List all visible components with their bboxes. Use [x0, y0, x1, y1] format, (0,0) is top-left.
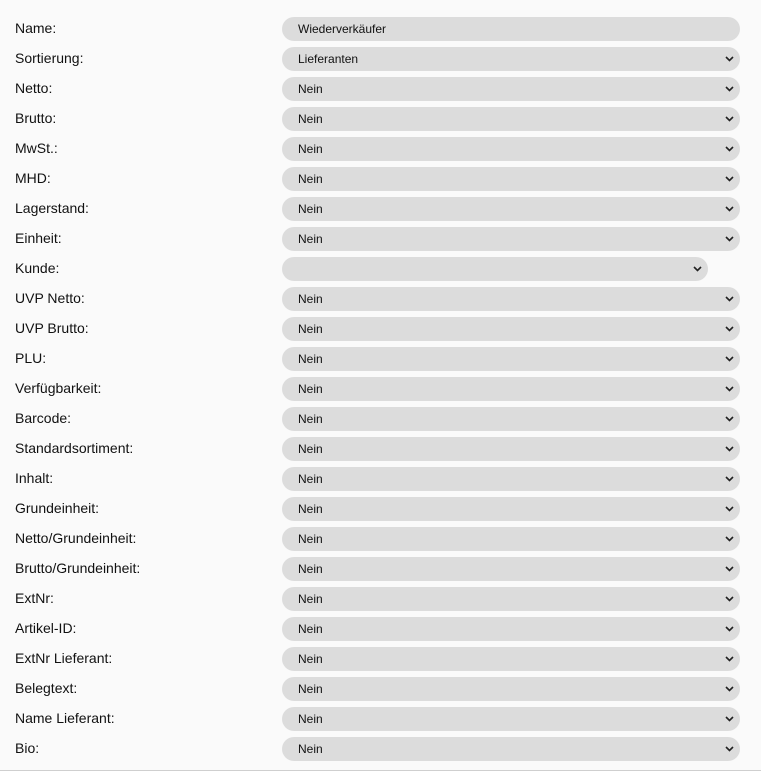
- lagerstand-label: Lagerstand:: [15, 200, 89, 216]
- inhalt-value: Nein: [298, 472, 323, 486]
- bio-value: Nein: [298, 742, 323, 756]
- form-row-mhd: [0, 163, 761, 193]
- form-row-extnr-lieferant: [0, 643, 761, 673]
- brutto-value: Nein: [298, 112, 323, 126]
- belegtext-select[interactable]: [282, 677, 740, 701]
- chevron-down-icon: [724, 587, 734, 611]
- chevron-down-icon: [724, 197, 734, 221]
- artikel-id-value: Nein: [298, 622, 323, 636]
- chevron-down-icon: [724, 617, 734, 641]
- standardsortiment-label: Standardsortiment:: [15, 440, 134, 456]
- chevron-down-icon: [724, 497, 734, 521]
- belegtext-label: Belegtext:: [15, 680, 78, 696]
- name-value: Wiederverkäufer: [298, 22, 387, 36]
- form-row-uvp-netto: [0, 283, 761, 313]
- mwst-value: Nein: [298, 142, 323, 156]
- uvp-netto-label: UVP Netto:: [15, 290, 85, 306]
- sortierung-value: Lieferanten: [298, 52, 359, 66]
- grundeinheit-label: Grundeinheit:: [15, 500, 100, 516]
- kunde-label: Kunde:: [15, 260, 60, 276]
- chevron-down-icon: [724, 707, 734, 731]
- netto-value: Nein: [298, 82, 323, 96]
- uvp-brutto-select[interactable]: [282, 317, 740, 341]
- form-row-netto-grundeinheit: [0, 523, 761, 553]
- form-row-uvp-brutto: [0, 313, 761, 343]
- chevron-down-icon: [724, 317, 734, 341]
- netto-grundeinheit-label: Netto/Grundeinheit:: [15, 530, 137, 546]
- form-row-standardsortiment: [0, 433, 761, 463]
- chevron-down-icon: [724, 647, 734, 671]
- einheit-value: Nein: [298, 232, 323, 246]
- artikel-id-select[interactable]: [282, 617, 740, 641]
- chevron-down-icon: [724, 287, 734, 311]
- chevron-down-icon: [724, 557, 734, 581]
- kunde-select[interactable]: [282, 257, 708, 281]
- name-input[interactable]: [282, 17, 740, 41]
- plu-select[interactable]: [282, 347, 740, 371]
- netto-grundeinheit-select[interactable]: [282, 527, 740, 551]
- extnr-lieferant-value: Nein: [298, 652, 323, 666]
- chevron-down-icon: [724, 377, 734, 401]
- extnr-select[interactable]: [282, 587, 740, 611]
- brutto-grundeinheit-label: Brutto/Grundeinheit:: [15, 560, 141, 576]
- form-row-name-lieferant: [0, 703, 761, 733]
- form-row-brutto: [0, 103, 761, 133]
- inhalt-label: Inhalt:: [15, 470, 54, 486]
- chevron-down-icon: [724, 467, 734, 491]
- chevron-down-icon: [692, 257, 702, 281]
- grundeinheit-select[interactable]: [282, 497, 740, 521]
- form-row-bio: [0, 733, 761, 763]
- form-row-sortierung: [0, 43, 761, 73]
- form-row-brutto-grundeinheit: [0, 553, 761, 583]
- name-lieferant-label: Name Lieferant:: [15, 710, 115, 726]
- netto-label: Netto:: [15, 80, 53, 96]
- barcode-label: Barcode:: [15, 410, 72, 426]
- uvp-brutto-label: UVP Brutto:: [15, 320, 89, 336]
- grundeinheit-value: Nein: [298, 502, 323, 516]
- name-label: Name:: [15, 20, 57, 36]
- form-row-name: [0, 13, 761, 43]
- name-lieferant-value: Nein: [298, 712, 323, 726]
- form-row-artikel-id: [0, 613, 761, 643]
- verfuegbarkeit-value: Nein: [298, 382, 323, 396]
- netto-select[interactable]: [282, 77, 740, 101]
- einheit-label: Einheit:: [15, 230, 62, 246]
- verfuegbarkeit-select[interactable]: [282, 377, 740, 401]
- form-row-kunde: [0, 253, 761, 283]
- mhd-label: MHD:: [15, 170, 51, 186]
- uvp-netto-value: Nein: [298, 292, 323, 306]
- extnr-lieferant-label: ExtNr Lieferant:: [15, 650, 113, 666]
- chevron-down-icon: [724, 347, 734, 371]
- form-row-extnr: [0, 583, 761, 613]
- barcode-value: Nein: [298, 412, 323, 426]
- chevron-down-icon: [724, 677, 734, 701]
- mhd-value: Nein: [298, 172, 323, 186]
- form-row-grundeinheit: [0, 493, 761, 523]
- verfuegbarkeit-label: Verfügbarkeit:: [15, 380, 102, 396]
- chevron-down-icon: [724, 137, 734, 161]
- artikel-id-label: Artikel-ID:: [15, 620, 77, 636]
- mwst-label: MwSt.:: [15, 140, 58, 156]
- barcode-select[interactable]: [282, 407, 740, 431]
- lagerstand-select[interactable]: [282, 197, 740, 221]
- name-lieferant-select[interactable]: [282, 707, 740, 731]
- belegtext-value: Nein: [298, 682, 323, 696]
- form-row-einheit: [0, 223, 761, 253]
- sortierung-label: Sortierung:: [15, 50, 84, 66]
- chevron-down-icon: [724, 227, 734, 251]
- uvp-brutto-value: Nein: [298, 322, 323, 336]
- chevron-down-icon: [724, 737, 734, 761]
- form-row-lagerstand: [0, 193, 761, 223]
- standardsortiment-value: Nein: [298, 442, 323, 456]
- form-row-barcode: [0, 403, 761, 433]
- extnr-value: Nein: [298, 592, 323, 606]
- chevron-down-icon: [724, 437, 734, 461]
- sortierung-select[interactable]: [282, 47, 740, 71]
- extnr-lieferant-select[interactable]: [282, 647, 740, 671]
- standardsortiment-select[interactable]: [282, 437, 740, 461]
- bio-select[interactable]: [282, 737, 740, 761]
- form-row-verfuegbarkeit: [0, 373, 761, 403]
- mhd-select[interactable]: [282, 167, 740, 191]
- uvp-netto-select[interactable]: [282, 287, 740, 311]
- chevron-down-icon: [724, 527, 734, 551]
- einheit-select[interactable]: [282, 227, 740, 251]
- form-row-mwst: [0, 133, 761, 163]
- brutto-label: Brutto:: [15, 110, 57, 126]
- chevron-down-icon: [724, 47, 734, 71]
- form-row-inhalt: [0, 463, 761, 493]
- bio-label: Bio:: [15, 740, 40, 756]
- chevron-down-icon: [724, 407, 734, 431]
- form-row-plu: [0, 343, 761, 373]
- inhalt-select[interactable]: [282, 467, 740, 491]
- form-row-netto: [0, 73, 761, 103]
- plu-value: Nein: [298, 352, 323, 366]
- lagerstand-value: Nein: [298, 202, 323, 216]
- brutto-select[interactable]: [282, 107, 740, 131]
- plu-label: PLU:: [15, 350, 47, 366]
- chevron-down-icon: [724, 167, 734, 191]
- form-row-belegtext: [0, 673, 761, 703]
- mwst-select[interactable]: [282, 137, 740, 161]
- netto-grundeinheit-value: Nein: [298, 532, 323, 546]
- brutto-grundeinheit-select[interactable]: [282, 557, 740, 581]
- chevron-down-icon: [724, 107, 734, 131]
- chevron-down-icon: [724, 77, 734, 101]
- extnr-label: ExtNr:: [15, 590, 54, 606]
- brutto-grundeinheit-value: Nein: [298, 562, 323, 576]
